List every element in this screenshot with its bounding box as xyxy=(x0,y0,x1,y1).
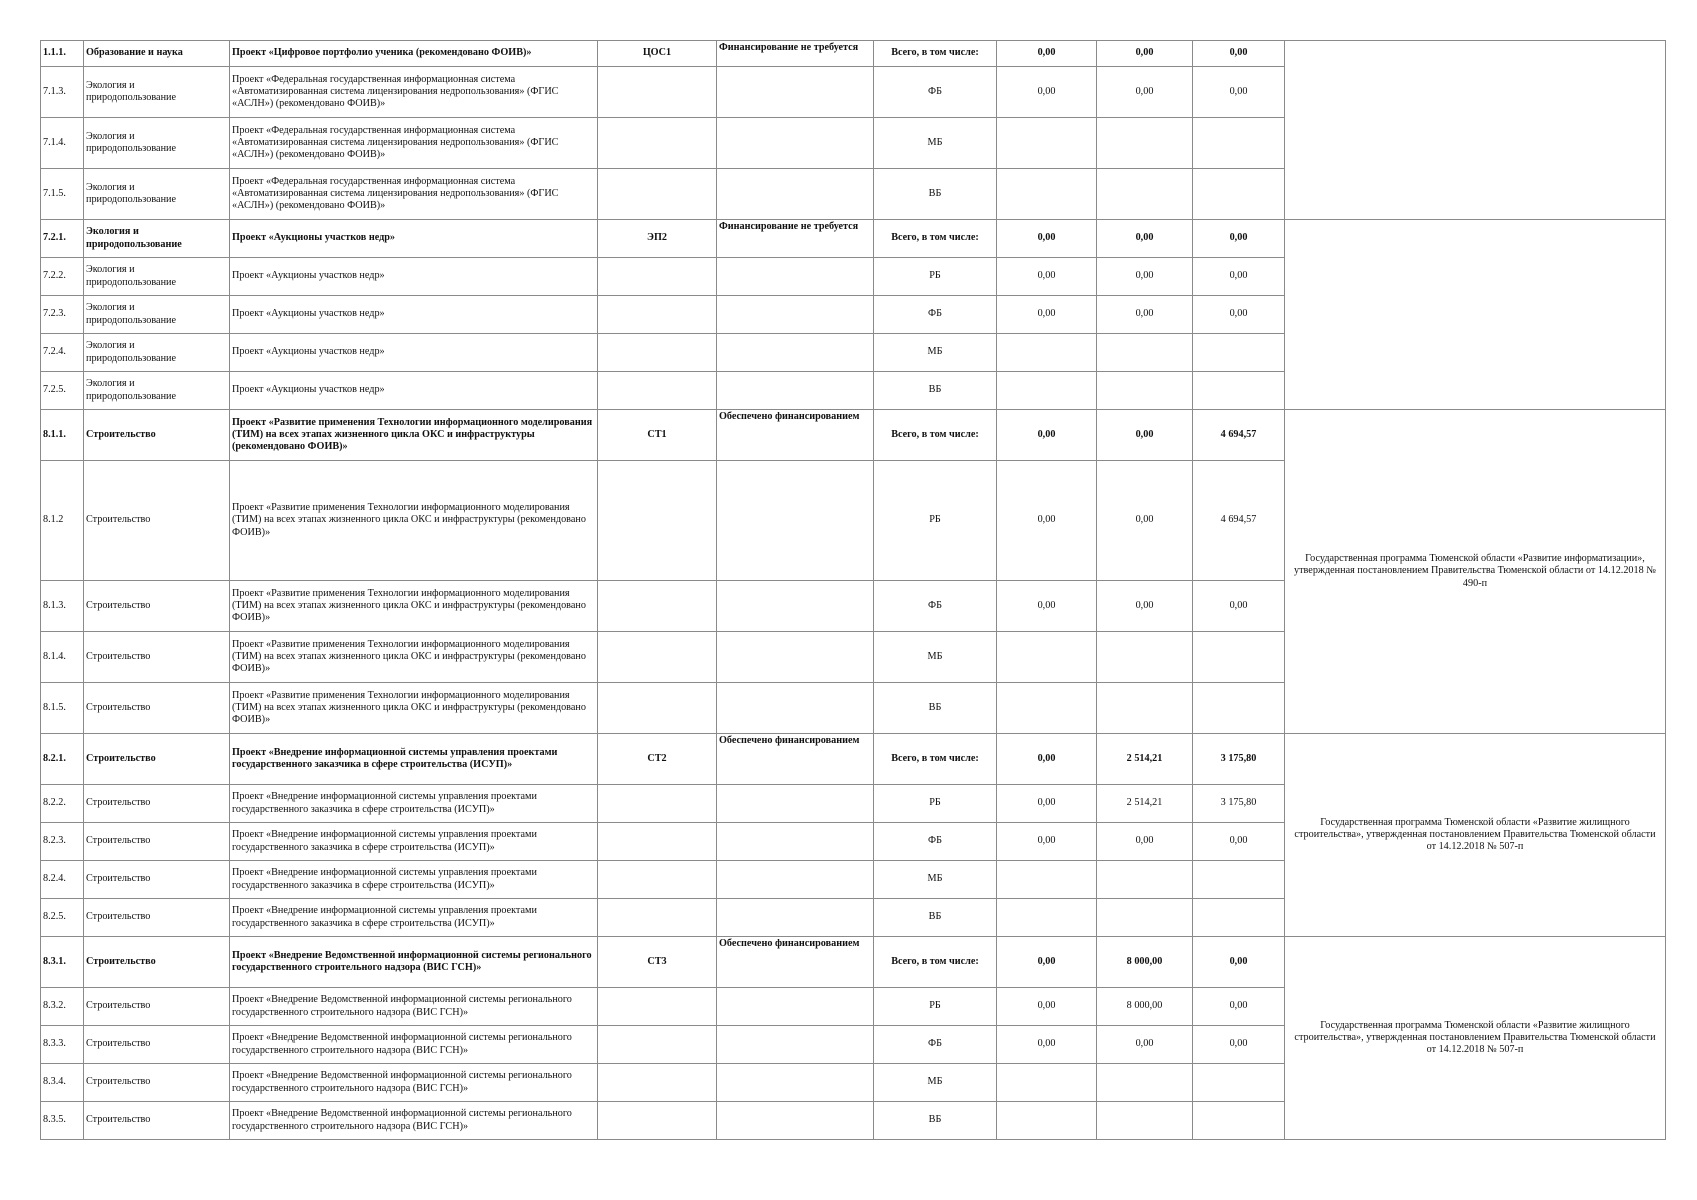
row-number: 8.1.4. xyxy=(41,632,84,683)
row-financing-status xyxy=(717,1102,874,1140)
row-value-3: 0,00 xyxy=(1193,41,1285,67)
row-sector: Строительство xyxy=(84,937,230,988)
row-number: 7.2.4. xyxy=(41,334,84,372)
row-funding-source: РБ xyxy=(874,461,997,581)
row-value-3: 0,00 xyxy=(1193,937,1285,988)
row-value-1: 0,00 xyxy=(997,461,1097,581)
row-sector: Строительство xyxy=(84,785,230,823)
budget-table xyxy=(40,40,1666,1140)
row-value-2 xyxy=(1097,372,1193,410)
row-sector: Строительство xyxy=(84,823,230,861)
row-number: 8.2.4. xyxy=(41,861,84,899)
row-funding-source: ФБ xyxy=(874,1026,997,1064)
row-project-name: Проект «Федеральная государственная информационная система «Автоматизированная система лицензирования недропользования» (ФГИС «АСЛН») (рекомендовано ФОИВ)» xyxy=(230,169,598,220)
row-value-2: 0,00 xyxy=(1097,41,1193,67)
row-value-1: 0,00 xyxy=(997,823,1097,861)
row-value-1: 0,00 xyxy=(997,785,1097,823)
row-number: 7.1.5. xyxy=(41,169,84,220)
row-value-3 xyxy=(1193,169,1285,220)
row-number: 7.1.4. xyxy=(41,118,84,169)
row-project-code xyxy=(598,683,717,734)
row-number: 7.2.3. xyxy=(41,296,84,334)
row-financing-status xyxy=(717,861,874,899)
table-row xyxy=(41,937,1666,988)
row-sector: Строительство xyxy=(84,461,230,581)
row-financing-status xyxy=(717,461,874,581)
row-number: 8.2.1. xyxy=(41,734,84,785)
row-number: 8.1.3. xyxy=(41,581,84,632)
row-value-2 xyxy=(1097,683,1193,734)
row-value-2: 8 000,00 xyxy=(1097,937,1193,988)
row-financing-status xyxy=(717,683,874,734)
row-number: 8.2.2. xyxy=(41,785,84,823)
row-value-1: 0,00 xyxy=(997,410,1097,461)
row-funding-source: МБ xyxy=(874,632,997,683)
row-project-name: Проект «Внедрение Ведомственной информационной системы регионального государственного строительного надзора (ВИС ГСН)» xyxy=(230,937,598,988)
row-funding-source: ВБ xyxy=(874,169,997,220)
row-value-2: 0,00 xyxy=(1097,296,1193,334)
row-project-name: Проект «Внедрение Ведомственной информационной системы регионального государственного строительного надзора (ВИС ГСН)» xyxy=(230,1064,598,1102)
row-sector: Экология и природопользование xyxy=(84,258,230,296)
row-funding-source: МБ xyxy=(874,861,997,899)
row-financing-status: Финансирование не требуется xyxy=(717,41,874,67)
row-number: 7.2.1. xyxy=(41,220,84,258)
row-financing-status xyxy=(717,899,874,937)
row-value-2: 0,00 xyxy=(1097,1026,1193,1064)
row-financing-status xyxy=(717,169,874,220)
row-sector: Экология и природопользование xyxy=(84,220,230,258)
program-reference-note xyxy=(1285,220,1666,410)
row-number: 7.1.3. xyxy=(41,67,84,118)
row-financing-status: Обеспечено финансированием xyxy=(717,937,874,988)
row-value-1: 0,00 xyxy=(997,220,1097,258)
row-value-2 xyxy=(1097,861,1193,899)
program-reference-note: Государственная программа Тюменской области «Развитие жилищного строительства», утвержденная постановлением Правительства Тюменской области от 14.12.2018 № 507-п xyxy=(1285,937,1666,1140)
row-financing-status xyxy=(717,823,874,861)
row-number: 8.1.5. xyxy=(41,683,84,734)
row-project-code xyxy=(598,67,717,118)
row-value-2 xyxy=(1097,899,1193,937)
row-project-name: Проект «Внедрение информационной системы управления проектами государственного заказчика в сфере строительства (ИСУП)» xyxy=(230,734,598,785)
row-value-1 xyxy=(997,632,1097,683)
table-row xyxy=(41,220,1666,258)
row-funding-source: МБ xyxy=(874,334,997,372)
row-sector: Строительство xyxy=(84,861,230,899)
row-value-3 xyxy=(1193,899,1285,937)
row-project-name: Проект «Внедрение информационной системы управления проектами государственного заказчика в сфере строительства (ИСУП)» xyxy=(230,785,598,823)
row-sector: Экология и природопользование xyxy=(84,169,230,220)
row-value-1 xyxy=(997,372,1097,410)
row-project-name: Проект «Аукционы участков недр» xyxy=(230,296,598,334)
row-value-3 xyxy=(1193,1064,1285,1102)
row-project-code xyxy=(598,785,717,823)
row-value-3 xyxy=(1193,632,1285,683)
row-value-1: 0,00 xyxy=(997,734,1097,785)
row-number: 8.3.3. xyxy=(41,1026,84,1064)
row-value-1 xyxy=(997,683,1097,734)
row-value-1 xyxy=(997,1064,1097,1102)
row-number: 8.1.2 xyxy=(41,461,84,581)
row-financing-status xyxy=(717,67,874,118)
row-value-1: 0,00 xyxy=(997,988,1097,1026)
row-financing-status xyxy=(717,1026,874,1064)
row-project-code: ЭП2 xyxy=(598,220,717,258)
row-financing-status: Обеспечено финансированием xyxy=(717,410,874,461)
row-value-1: 0,00 xyxy=(997,258,1097,296)
table-row xyxy=(41,410,1666,461)
row-financing-status xyxy=(717,581,874,632)
row-value-1 xyxy=(997,169,1097,220)
row-sector: Строительство xyxy=(84,410,230,461)
row-project-name: Проект «Аукционы участков недр» xyxy=(230,220,598,258)
row-value-2: 0,00 xyxy=(1097,581,1193,632)
row-sector: Экология и природопользование xyxy=(84,334,230,372)
row-project-name: Проект «Развитие применения Технологии информационного моделирования (ТИМ) на всех этапах жизненного цикла ОКС и инфраструктуры (рекомендовано ФОИВ)» xyxy=(230,410,598,461)
row-project-code xyxy=(598,1026,717,1064)
row-value-2: 0,00 xyxy=(1097,410,1193,461)
row-project-name: Проект «Внедрение информационной системы управления проектами государственного заказчика в сфере строительства (ИСУП)» xyxy=(230,861,598,899)
row-value-3: 3 175,80 xyxy=(1193,785,1285,823)
row-value-2: 2 514,21 xyxy=(1097,734,1193,785)
row-value-3 xyxy=(1193,372,1285,410)
table-row xyxy=(41,734,1666,785)
row-financing-status xyxy=(717,1064,874,1102)
row-financing-status xyxy=(717,258,874,296)
row-value-2: 2 514,21 xyxy=(1097,785,1193,823)
row-financing-status xyxy=(717,296,874,334)
row-value-2: 0,00 xyxy=(1097,461,1193,581)
row-value-2 xyxy=(1097,334,1193,372)
row-project-name: Проект «Внедрение информационной системы управления проектами государственного заказчика в сфере строительства (ИСУП)» xyxy=(230,899,598,937)
row-sector: Строительство xyxy=(84,581,230,632)
row-value-3: 0,00 xyxy=(1193,1026,1285,1064)
row-number: 8.2.3. xyxy=(41,823,84,861)
row-value-1 xyxy=(997,1102,1097,1140)
row-value-2 xyxy=(1097,1102,1193,1140)
row-funding-source: Всего, в том числе: xyxy=(874,734,997,785)
row-value-1: 0,00 xyxy=(997,581,1097,632)
row-sector: Экология и природопользование xyxy=(84,296,230,334)
row-value-2 xyxy=(1097,118,1193,169)
row-project-name: Проект «Развитие применения Технологии информационного моделирования (ТИМ) на всех этапах жизненного цикла ОКС и инфраструктуры (рекомендовано ФОИВ)» xyxy=(230,632,598,683)
row-funding-source: РБ xyxy=(874,258,997,296)
row-project-code xyxy=(598,334,717,372)
row-value-1 xyxy=(997,334,1097,372)
row-funding-source: ВБ xyxy=(874,899,997,937)
row-sector: Строительство xyxy=(84,683,230,734)
row-value-2 xyxy=(1097,1064,1193,1102)
row-value-1: 0,00 xyxy=(997,296,1097,334)
row-sector: Экология и природопользование xyxy=(84,372,230,410)
row-project-code xyxy=(598,461,717,581)
program-reference-note xyxy=(1285,41,1666,220)
row-value-3 xyxy=(1193,683,1285,734)
row-project-code xyxy=(598,988,717,1026)
table-body xyxy=(41,41,1666,1140)
row-funding-source: Всего, в том числе: xyxy=(874,410,997,461)
row-value-3: 0,00 xyxy=(1193,988,1285,1026)
row-sector: Образование и наука xyxy=(84,41,230,67)
row-value-3: 4 694,57 xyxy=(1193,410,1285,461)
row-funding-source: Всего, в том числе: xyxy=(874,937,997,988)
row-project-code xyxy=(598,169,717,220)
row-financing-status xyxy=(717,334,874,372)
row-funding-source: Всего, в том числе: xyxy=(874,220,997,258)
row-project-code xyxy=(598,581,717,632)
program-reference-note: Государственная программа Тюменской области «Развитие жилищного строительства», утвержденная постановлением Правительства Тюменской области от 14.12.2018 № 507-п xyxy=(1285,734,1666,937)
row-project-code xyxy=(598,1102,717,1140)
row-project-name: Проект «Развитие применения Технологии информационного моделирования (ТИМ) на всех этапах жизненного цикла ОКС и инфраструктуры (рекомендовано ФОИВ)» xyxy=(230,581,598,632)
row-funding-source: ВБ xyxy=(874,372,997,410)
row-value-1: 0,00 xyxy=(997,41,1097,67)
row-project-code: СТ1 xyxy=(598,410,717,461)
row-project-code xyxy=(598,823,717,861)
row-funding-source: МБ xyxy=(874,1064,997,1102)
row-funding-source: ФБ xyxy=(874,296,997,334)
row-project-code: СТ3 xyxy=(598,937,717,988)
row-financing-status: Обеспечено финансированием xyxy=(717,734,874,785)
row-sector: Строительство xyxy=(84,1102,230,1140)
row-sector: Экология и природопользование xyxy=(84,67,230,118)
row-financing-status xyxy=(717,632,874,683)
row-sector: Экология и природопользование xyxy=(84,118,230,169)
program-reference-note: Государственная программа Тюменской области «Развитие информатизации», утвержденная постановлением Правительства Тюменской области от 14.12.2018 № 490-п xyxy=(1285,410,1666,734)
row-number: 8.2.5. xyxy=(41,899,84,937)
row-funding-source: ФБ xyxy=(874,67,997,118)
row-sector: Строительство xyxy=(84,734,230,785)
row-project-name: Проект «Федеральная государственная информационная система «Автоматизированная система лицензирования недропользования» (ФГИС «АСЛН») (рекомендовано ФОИВ)» xyxy=(230,67,598,118)
row-project-code xyxy=(598,1064,717,1102)
row-project-code xyxy=(598,118,717,169)
row-number: 8.1.1. xyxy=(41,410,84,461)
row-value-3 xyxy=(1193,1102,1285,1140)
row-sector: Строительство xyxy=(84,988,230,1026)
row-funding-source: МБ xyxy=(874,118,997,169)
row-project-code xyxy=(598,861,717,899)
row-value-3: 0,00 xyxy=(1193,67,1285,118)
row-funding-source: ВБ xyxy=(874,683,997,734)
row-project-name: Проект «Аукционы участков недр» xyxy=(230,372,598,410)
row-value-2: 8 000,00 xyxy=(1097,988,1193,1026)
row-value-2: 0,00 xyxy=(1097,67,1193,118)
row-project-name: Проект «Цифровое портфолио ученика (рекомендовано ФОИВ)» xyxy=(230,41,598,67)
row-funding-source: РБ xyxy=(874,785,997,823)
row-value-1 xyxy=(997,899,1097,937)
row-value-1: 0,00 xyxy=(997,67,1097,118)
row-number: 8.3.1. xyxy=(41,937,84,988)
row-sector: Строительство xyxy=(84,1026,230,1064)
row-financing-status xyxy=(717,372,874,410)
row-sector: Строительство xyxy=(84,899,230,937)
row-project-name: Проект «Аукционы участков недр» xyxy=(230,258,598,296)
row-project-name: Проект «Внедрение Ведомственной информационной системы регионального государственного строительного надзора (ВИС ГСН)» xyxy=(230,1102,598,1140)
row-value-1: 0,00 xyxy=(997,1026,1097,1064)
row-funding-source: ФБ xyxy=(874,823,997,861)
row-value-2 xyxy=(1097,169,1193,220)
row-value-3: 0,00 xyxy=(1193,823,1285,861)
row-value-2: 0,00 xyxy=(1097,220,1193,258)
row-funding-source: ФБ xyxy=(874,581,997,632)
row-funding-source: Всего, в том числе: xyxy=(874,41,997,67)
row-sector: Строительство xyxy=(84,632,230,683)
row-project-code xyxy=(598,372,717,410)
row-value-1 xyxy=(997,118,1097,169)
row-funding-source: ВБ xyxy=(874,1102,997,1140)
row-number: 7.2.2. xyxy=(41,258,84,296)
row-project-name: Проект «Внедрение Ведомственной информационной системы регионального государственного строительного надзора (ВИС ГСН)» xyxy=(230,988,598,1026)
row-value-2 xyxy=(1097,632,1193,683)
row-value-3 xyxy=(1193,334,1285,372)
row-project-code xyxy=(598,632,717,683)
row-project-name: Проект «Развитие применения Технологии информационного моделирования (ТИМ) на всех этапах жизненного цикла ОКС и инфраструктуры (рекомендовано ФОИВ)» xyxy=(230,683,598,734)
row-project-name: Проект «Аукционы участков недр» xyxy=(230,334,598,372)
row-number: 1.1.1. xyxy=(41,41,84,67)
row-value-2: 0,00 xyxy=(1097,823,1193,861)
row-financing-status xyxy=(717,785,874,823)
row-value-1: 0,00 xyxy=(997,937,1097,988)
row-number: 7.2.5. xyxy=(41,372,84,410)
row-project-name: Проект «Внедрение Ведомственной информационной системы регионального государственного строительного надзора (ВИС ГСН)» xyxy=(230,1026,598,1064)
row-value-2: 0,00 xyxy=(1097,258,1193,296)
row-number: 8.3.4. xyxy=(41,1064,84,1102)
row-project-name: Проект «Федеральная государственная информационная система «Автоматизированная система лицензирования недропользования» (ФГИС «АСЛН») (рекомендовано ФОИВ)» xyxy=(230,118,598,169)
row-project-code: СТ2 xyxy=(598,734,717,785)
row-value-3: 0,00 xyxy=(1193,220,1285,258)
row-value-3: 0,00 xyxy=(1193,581,1285,632)
row-project-code xyxy=(598,258,717,296)
row-financing-status: Финансирование не требуется xyxy=(717,220,874,258)
row-value-3: 3 175,80 xyxy=(1193,734,1285,785)
row-sector: Строительство xyxy=(84,1064,230,1102)
row-financing-status xyxy=(717,118,874,169)
row-project-code xyxy=(598,296,717,334)
row-project-name: Проект «Внедрение информационной системы управления проектами государственного заказчика в сфере строительства (ИСУП)» xyxy=(230,823,598,861)
row-financing-status xyxy=(717,988,874,1026)
row-value-3: 0,00 xyxy=(1193,258,1285,296)
row-number: 8.3.2. xyxy=(41,988,84,1026)
table-row xyxy=(41,41,1666,67)
row-project-code xyxy=(598,899,717,937)
row-value-3: 0,00 xyxy=(1193,296,1285,334)
row-funding-source: РБ xyxy=(874,988,997,1026)
row-value-3 xyxy=(1193,118,1285,169)
row-number: 8.3.5. xyxy=(41,1102,84,1140)
row-project-code: ЦОС1 xyxy=(598,41,717,67)
row-value-1 xyxy=(997,861,1097,899)
row-value-3 xyxy=(1193,861,1285,899)
row-project-name: Проект «Развитие применения Технологии информационного моделирования (ТИМ) на всех этапах жизненного цикла ОКС и инфраструктуры (рекомендовано ФОИВ)» xyxy=(230,461,598,581)
row-value-3: 4 694,57 xyxy=(1193,461,1285,581)
